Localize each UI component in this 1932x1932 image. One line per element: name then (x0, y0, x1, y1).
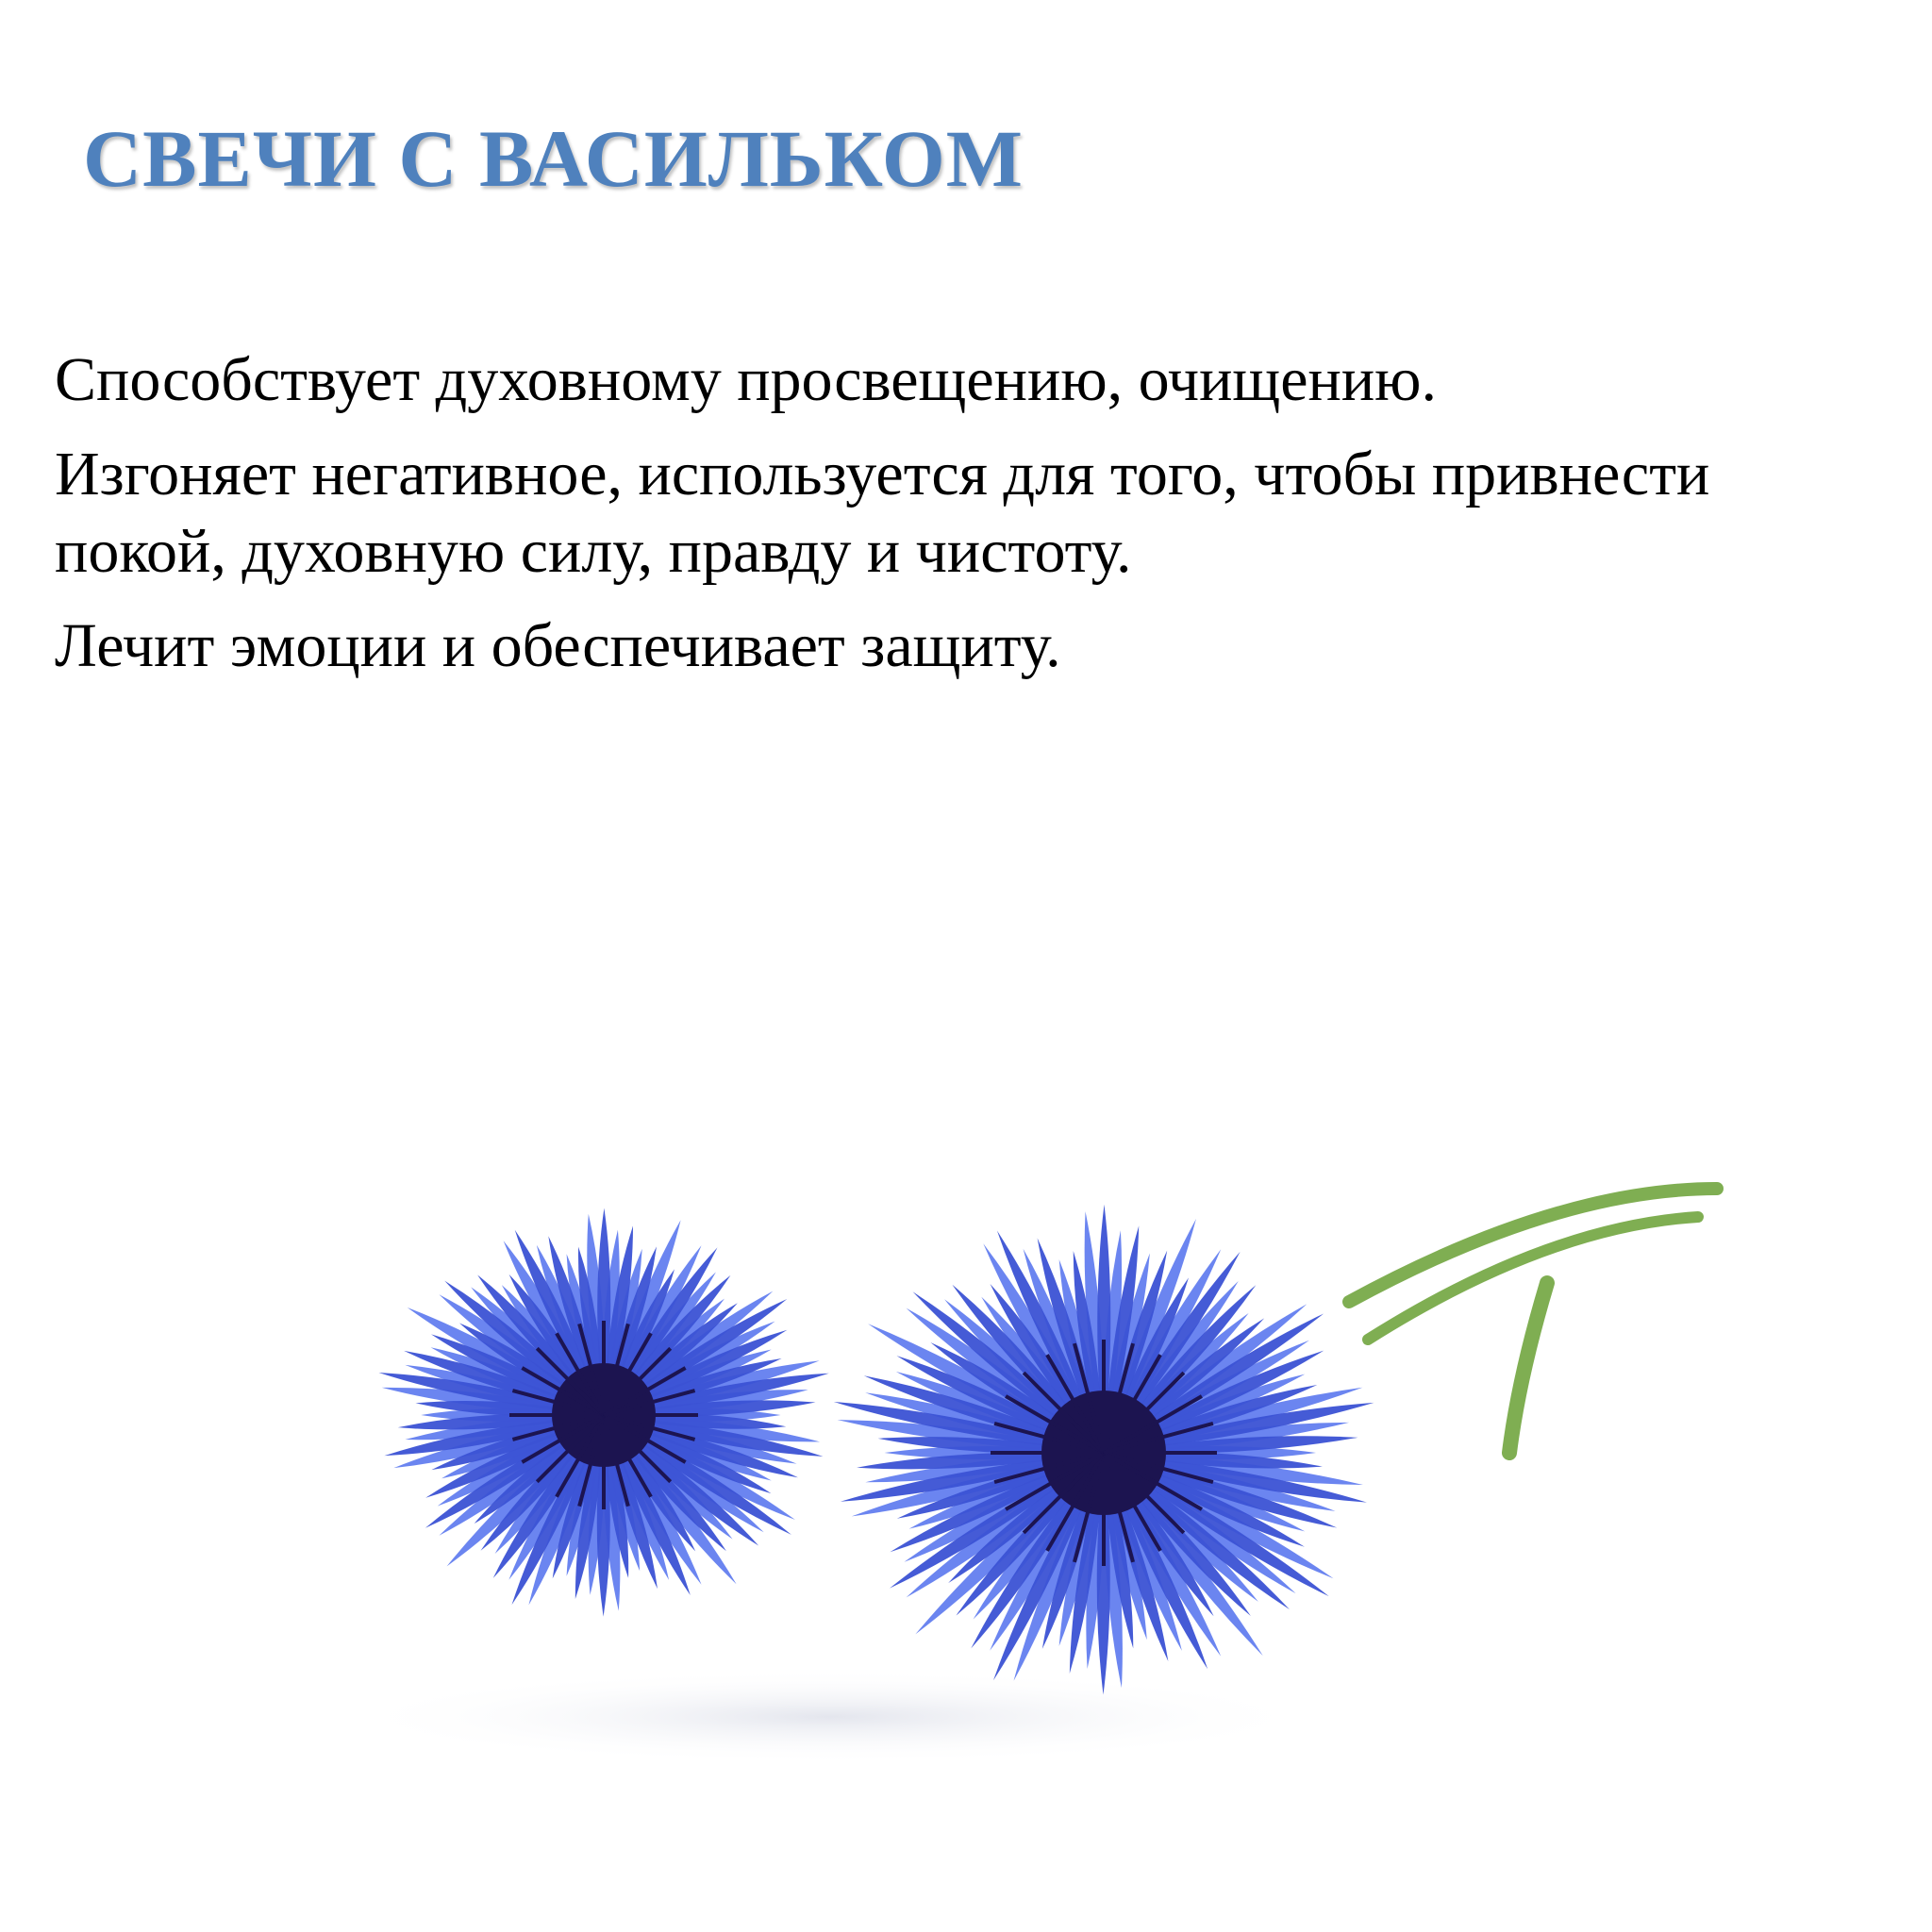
paragraph-3: Лечит эмоции и обеспечивает защиту. (55, 611, 1061, 680)
flower-left (378, 1208, 828, 1617)
flower-right (834, 1205, 1374, 1695)
paragraph-2: Изгоняет негативное, используется для того, чтобы привнести покой, духовную силу, правду и чистоту. (55, 440, 1710, 586)
cornflowers-image (0, 1038, 1932, 1792)
slide-body (55, 341, 1847, 702)
flower-shadow (340, 1670, 1321, 1764)
flower-stems (1349, 1189, 1717, 1453)
slide-title: СВЕЧИ С ВАСИЛЬКОМ (83, 113, 1024, 204)
paragraph-1: Способствует духовному просвещению, очищению. (55, 345, 1437, 414)
